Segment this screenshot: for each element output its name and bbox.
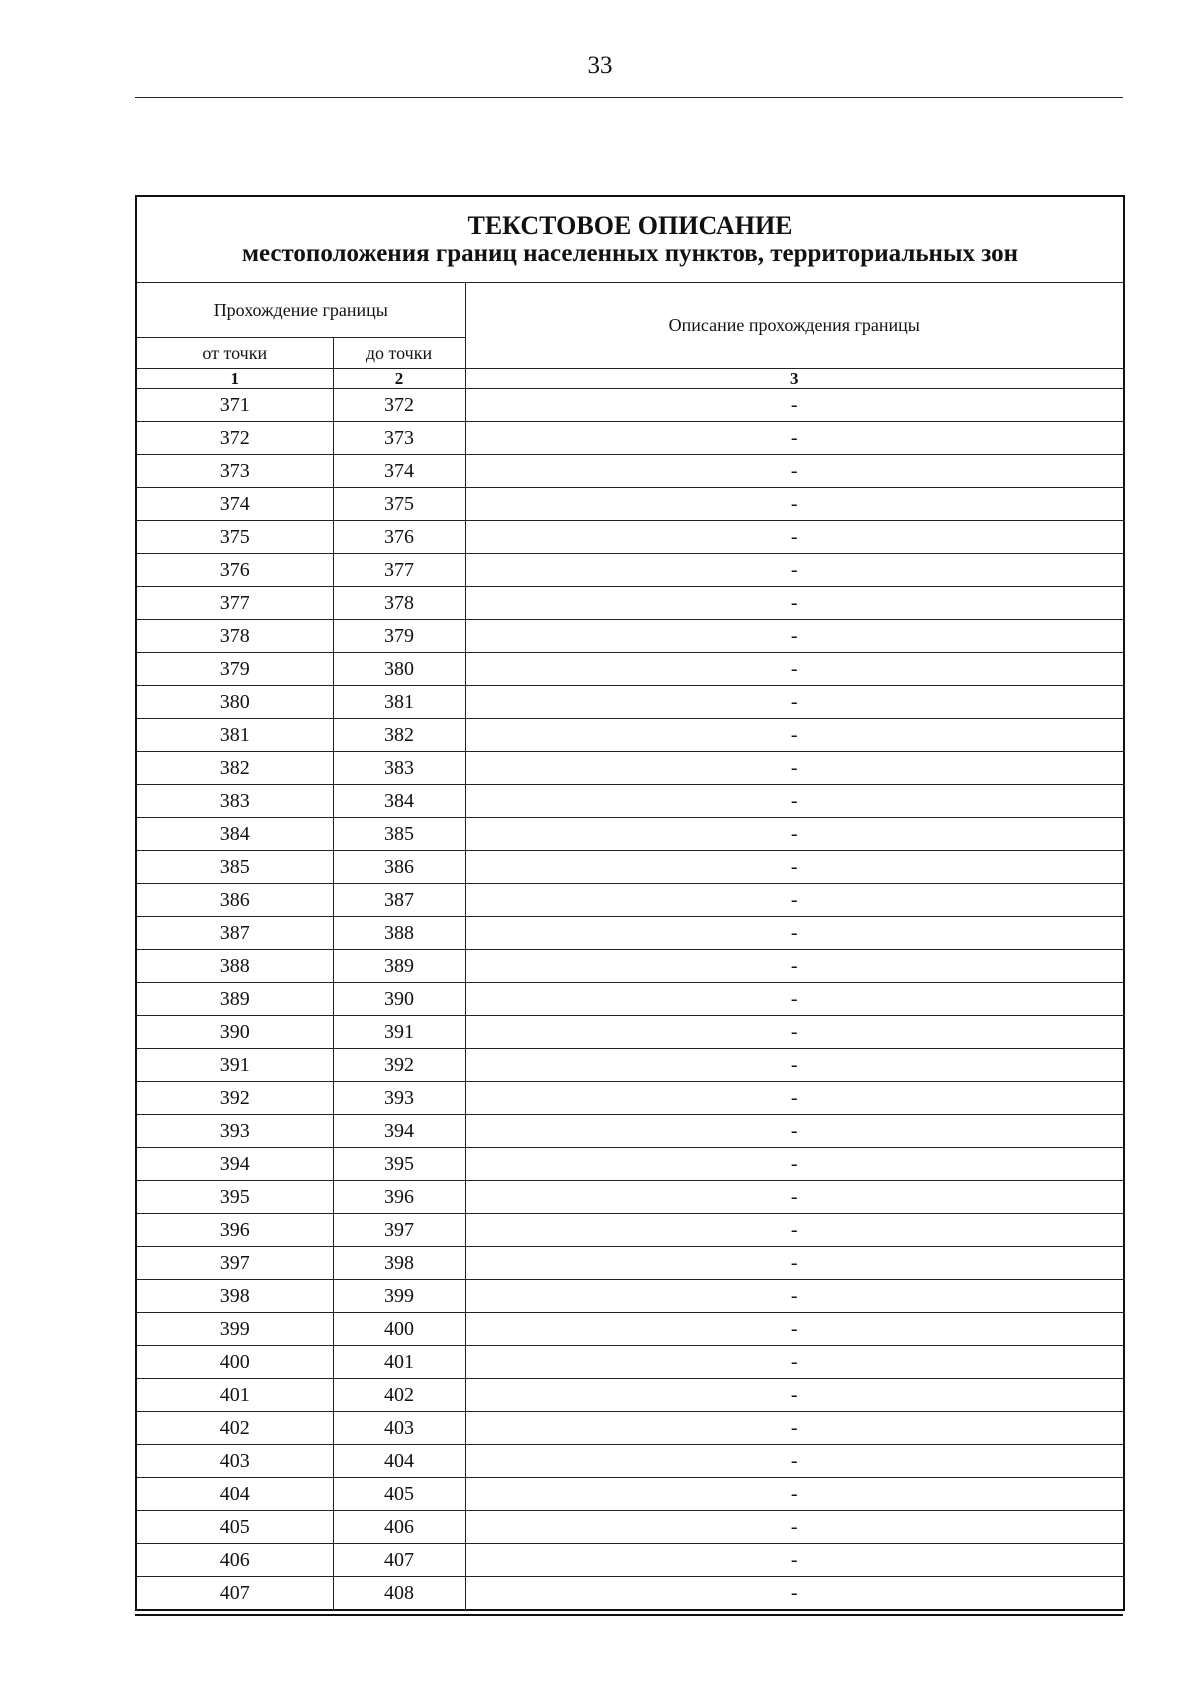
cell-from-point: 376 [136, 554, 333, 587]
table-row [136, 1247, 1124, 1280]
cell-to-point: 377 [333, 554, 465, 587]
cell-from-point: 405 [136, 1511, 333, 1544]
cell-description: - [465, 686, 1124, 719]
column-number-2: 2 [333, 369, 465, 389]
cell-from-point: 383 [136, 785, 333, 818]
cell-description: - [465, 521, 1124, 554]
table-title [136, 196, 1124, 283]
table-row [136, 1412, 1124, 1445]
cell-description: - [465, 1115, 1124, 1148]
header-boundary-passage: Прохождение границы [136, 283, 465, 338]
cell-description: - [465, 1181, 1124, 1214]
cell-description: - [465, 851, 1124, 884]
table-row [136, 818, 1124, 851]
cell-description: - [465, 818, 1124, 851]
table-row [136, 521, 1124, 554]
table-row [136, 389, 1124, 422]
cell-to-point: 372 [333, 389, 465, 422]
cell-description: - [465, 884, 1124, 917]
cell-from-point: 394 [136, 1148, 333, 1181]
cell-from-point: 381 [136, 719, 333, 752]
cell-from-point: 391 [136, 1049, 333, 1082]
cell-description: - [465, 1412, 1124, 1445]
cell-description: - [465, 1379, 1124, 1412]
cell-to-point: 407 [333, 1544, 465, 1577]
cell-to-point: 388 [333, 917, 465, 950]
table-row [136, 884, 1124, 917]
table-row [136, 1313, 1124, 1346]
cell-to-point: 387 [333, 884, 465, 917]
cell-from-point: 377 [136, 587, 333, 620]
table-row [136, 1214, 1124, 1247]
table-row [136, 719, 1124, 752]
cell-from-point: 398 [136, 1280, 333, 1313]
cell-to-point: 381 [333, 686, 465, 719]
cell-to-point: 398 [333, 1247, 465, 1280]
table-row [136, 1544, 1124, 1577]
table-row [136, 620, 1124, 653]
cell-to-point: 382 [333, 719, 465, 752]
cell-description: - [465, 1214, 1124, 1247]
cell-from-point: 400 [136, 1346, 333, 1379]
cell-description: - [465, 455, 1124, 488]
table-row [136, 1148, 1124, 1181]
cell-to-point: 385 [333, 818, 465, 851]
cell-to-point: 379 [333, 620, 465, 653]
cell-from-point: 406 [136, 1544, 333, 1577]
cell-from-point: 372 [136, 422, 333, 455]
column-number-1: 1 [136, 369, 333, 389]
cell-from-point: 384 [136, 818, 333, 851]
cell-description: - [465, 1247, 1124, 1280]
cell-description: - [465, 1082, 1124, 1115]
table-row [136, 554, 1124, 587]
cell-from-point: 402 [136, 1412, 333, 1445]
cell-description: - [465, 1346, 1124, 1379]
table-row [136, 587, 1124, 620]
cell-description: - [465, 950, 1124, 983]
cell-description: - [465, 1445, 1124, 1478]
cell-description: - [465, 1577, 1124, 1611]
cell-from-point: 379 [136, 653, 333, 686]
table-row [136, 455, 1124, 488]
cell-description: - [465, 587, 1124, 620]
cell-to-point: 390 [333, 983, 465, 1016]
table-row [136, 950, 1124, 983]
cell-to-point: 384 [333, 785, 465, 818]
cell-description: - [465, 620, 1124, 653]
table-row [136, 851, 1124, 884]
cell-to-point: 394 [333, 1115, 465, 1148]
cell-to-point: 373 [333, 422, 465, 455]
cell-from-point: 396 [136, 1214, 333, 1247]
cell-from-point: 403 [136, 1445, 333, 1478]
table-title-subtitle: местоположения границ населенных пунктов, территориальных зон [241, 239, 1019, 267]
cell-from-point: 393 [136, 1115, 333, 1148]
cell-to-point: 406 [333, 1511, 465, 1544]
cell-description: - [465, 1511, 1124, 1544]
cell-description: - [465, 389, 1124, 422]
cell-to-point: 386 [333, 851, 465, 884]
cell-from-point: 389 [136, 983, 333, 1016]
cell-description: - [465, 1016, 1124, 1049]
table-row [136, 1049, 1124, 1082]
table-row [136, 422, 1124, 455]
cell-to-point: 399 [333, 1280, 465, 1313]
cell-to-point: 389 [333, 950, 465, 983]
table-row [136, 686, 1124, 719]
cell-from-point: 386 [136, 884, 333, 917]
cell-description: - [465, 488, 1124, 521]
column-number-3: 3 [465, 369, 1124, 389]
table-row [136, 1445, 1124, 1478]
cell-from-point: 407 [136, 1577, 333, 1611]
cell-from-point: 387 [136, 917, 333, 950]
table-row [136, 1577, 1124, 1611]
header-to-point: до точки [333, 338, 465, 369]
table-row [136, 1478, 1124, 1511]
cell-description: - [465, 422, 1124, 455]
cell-to-point: 400 [333, 1313, 465, 1346]
column-number-row [136, 369, 1124, 389]
table-body [136, 389, 1124, 1611]
cell-from-point: 392 [136, 1082, 333, 1115]
cell-from-point: 404 [136, 1478, 333, 1511]
cell-description: - [465, 719, 1124, 752]
cell-to-point: 402 [333, 1379, 465, 1412]
cell-description: - [465, 785, 1124, 818]
cell-to-point: 404 [333, 1445, 465, 1478]
table-row [136, 752, 1124, 785]
cell-from-point: 374 [136, 488, 333, 521]
cell-to-point: 392 [333, 1049, 465, 1082]
cell-to-point: 408 [333, 1577, 465, 1611]
boundary-description-table [135, 195, 1125, 1611]
cell-to-point: 380 [333, 653, 465, 686]
cell-to-point: 401 [333, 1346, 465, 1379]
table-row [136, 1181, 1124, 1214]
cell-to-point: 405 [333, 1478, 465, 1511]
cell-from-point: 399 [136, 1313, 333, 1346]
cell-description: - [465, 1313, 1124, 1346]
table-header [136, 196, 1124, 389]
cell-description: - [465, 917, 1124, 950]
cell-from-point: 378 [136, 620, 333, 653]
table-row [136, 653, 1124, 686]
cell-from-point: 373 [136, 455, 333, 488]
cell-from-point: 395 [136, 1181, 333, 1214]
table-row [136, 917, 1124, 950]
cell-to-point: 397 [333, 1214, 465, 1247]
cell-from-point: 382 [136, 752, 333, 785]
cell-to-point: 376 [333, 521, 465, 554]
cell-to-point: 383 [333, 752, 465, 785]
table-row [136, 488, 1124, 521]
cell-from-point: 390 [136, 1016, 333, 1049]
cell-to-point: 374 [333, 455, 465, 488]
table-row [136, 1379, 1124, 1412]
cell-from-point: 380 [136, 686, 333, 719]
cell-description: - [465, 1049, 1124, 1082]
header-from-point: от точки [136, 338, 333, 369]
cell-from-point: 385 [136, 851, 333, 884]
cell-to-point: 403 [333, 1412, 465, 1445]
table-row [136, 1016, 1124, 1049]
cell-description: - [465, 1148, 1124, 1181]
cell-from-point: 371 [136, 389, 333, 422]
cell-description: - [465, 1478, 1124, 1511]
cell-description: - [465, 983, 1124, 1016]
cell-description: - [465, 1280, 1124, 1313]
cell-to-point: 375 [333, 488, 465, 521]
header-description: Описание прохождения границы [465, 283, 1124, 369]
cell-to-point: 395 [333, 1148, 465, 1181]
cell-to-point: 391 [333, 1016, 465, 1049]
cell-from-point: 388 [136, 950, 333, 983]
cell-to-point: 378 [333, 587, 465, 620]
table-row [136, 1511, 1124, 1544]
page-number: 33 [587, 52, 613, 79]
table-row [136, 1346, 1124, 1379]
cell-description: - [465, 1544, 1124, 1577]
table-row [136, 1115, 1124, 1148]
cell-from-point: 401 [136, 1379, 333, 1412]
cell-from-point: 375 [136, 521, 333, 554]
cell-to-point: 396 [333, 1181, 465, 1214]
table-title-main: ТЕКСТОВОЕ ОПИСАНИЕ [467, 210, 793, 240]
cell-to-point: 393 [333, 1082, 465, 1115]
bottom-rule [135, 1614, 1123, 1616]
table-row [136, 1280, 1124, 1313]
cell-description: - [465, 752, 1124, 785]
table-row [136, 785, 1124, 818]
table-row [136, 1082, 1124, 1115]
cell-description: - [465, 554, 1124, 587]
table-row [136, 983, 1124, 1016]
cell-from-point: 397 [136, 1247, 333, 1280]
cell-description: - [465, 653, 1124, 686]
header-rule [135, 97, 1123, 98]
